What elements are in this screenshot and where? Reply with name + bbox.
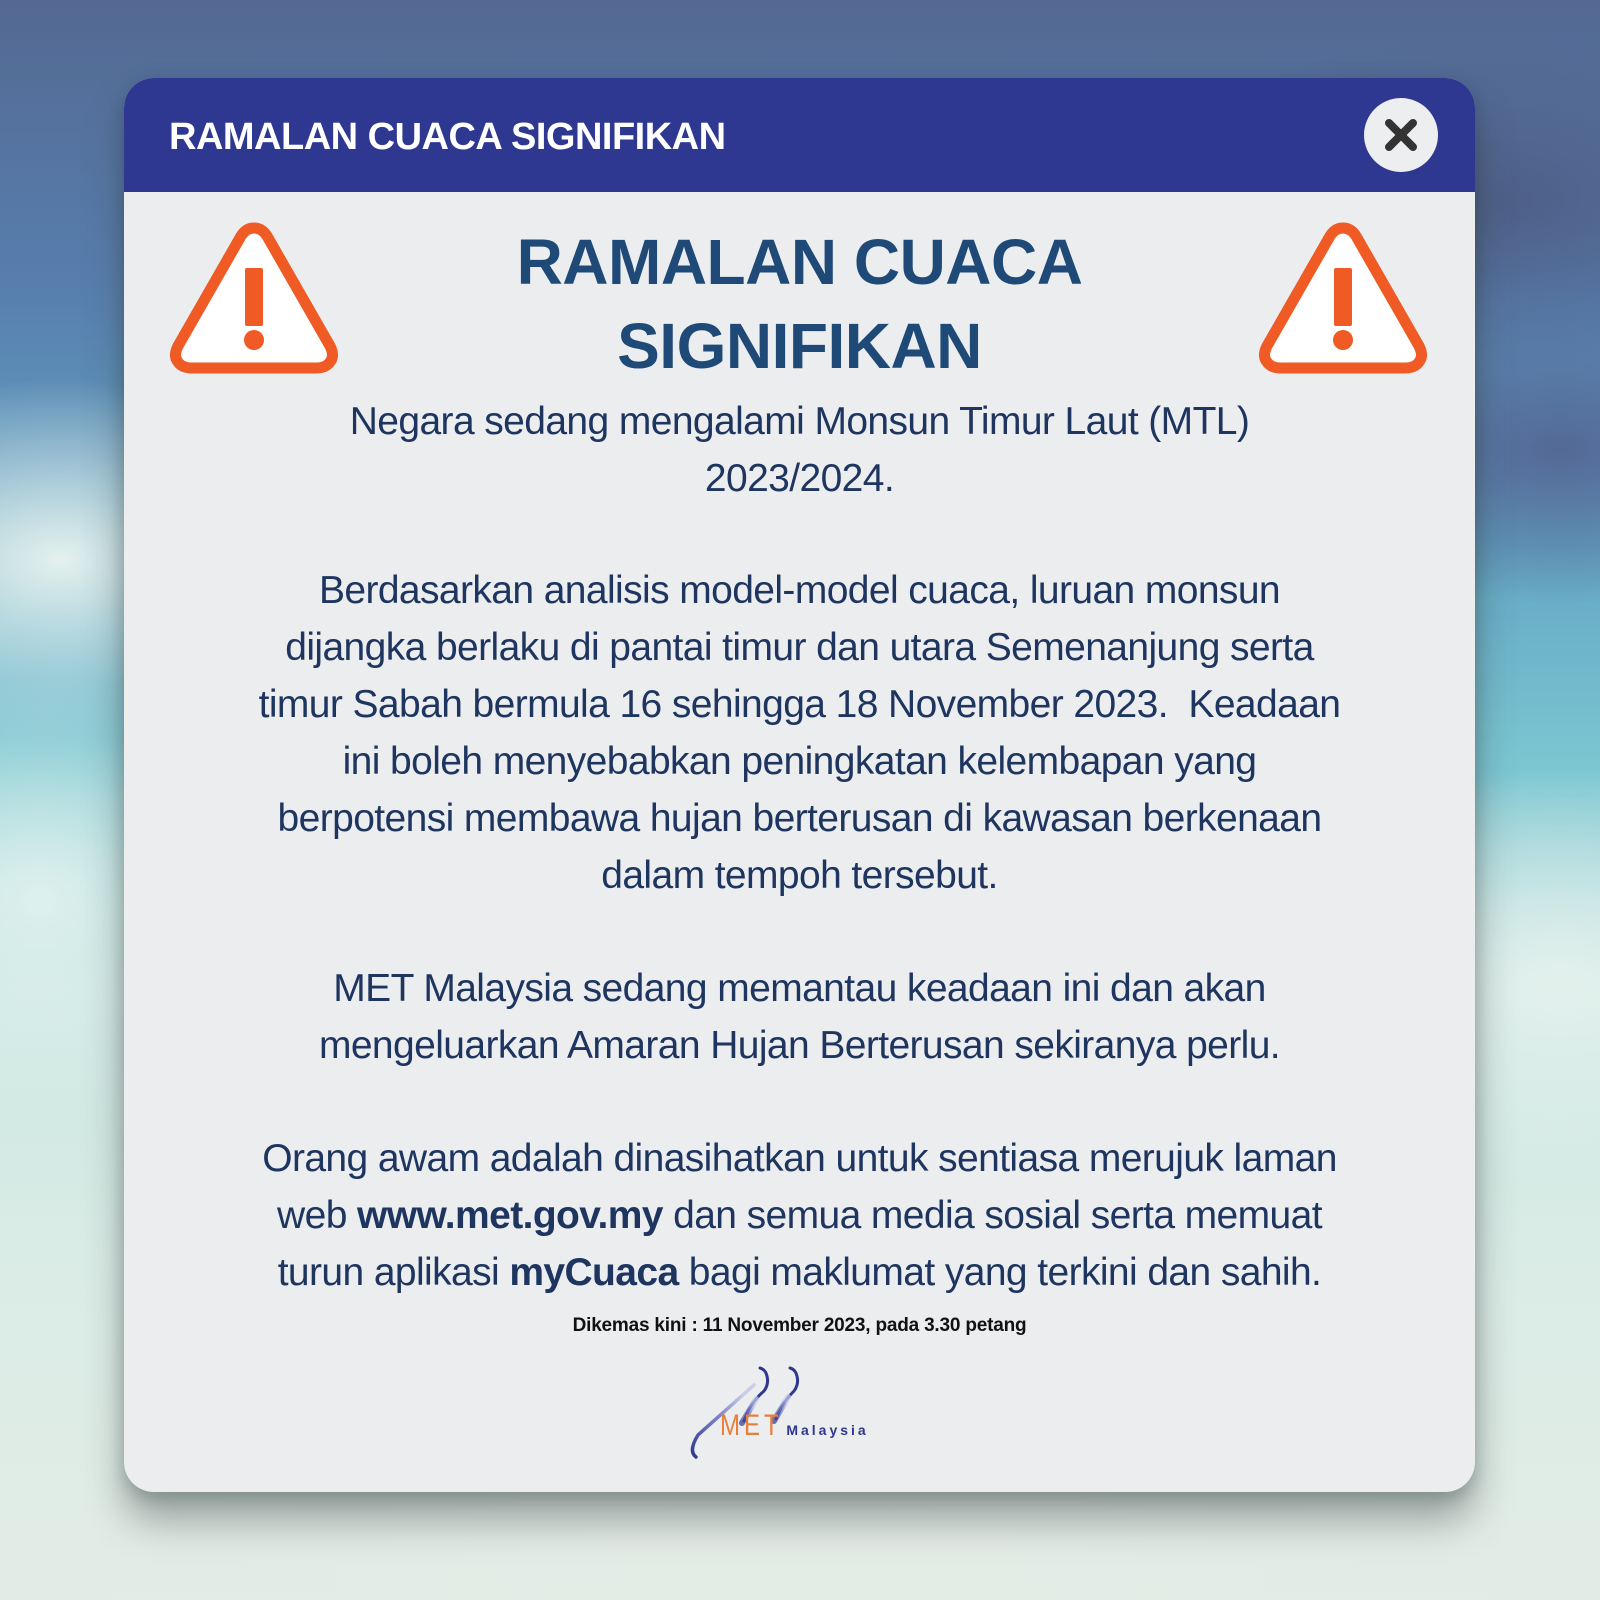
paragraph-monitoring [154,960,1445,1074]
text-line: timur Sabah bermula 16 sehingga 18 November 2023. Keadaan [258,683,1341,726]
text-line: ini boleh menyebabkan peningkatan kelembapan yang [342,740,1257,783]
text-segment: dan semua media sosial serta memuat [662,1194,1322,1237]
paragraph-public-advice [154,1130,1445,1301]
logo-text [720,1409,869,1443]
text-segment: bagi maklumat yang terkini dan sahih. [678,1251,1322,1294]
main-title [124,220,1475,388]
text-line: mengeluarkan Amaran Hujan Berterusan sekiranya perlu. [318,1024,1281,1067]
text-line: dalam tempoh tersebut. [601,854,998,897]
last-updated-timestamp: Dikemas kini : 11 November 2023, pada 3.30 petang [572,1315,1027,1336]
met-malaysia-logo [684,1363,894,1463]
paragraph-monsoon-status [154,393,1445,507]
app-name: myCuaca [509,1251,679,1294]
modal-header [124,78,1475,192]
main-title-line1: RAMALAN CUACA [516,226,1083,298]
text-line: 2023/2024. [704,457,895,500]
close-button[interactable] [1364,98,1438,172]
text-line [154,1244,1445,1301]
website-link[interactable]: www.met.gov.my [357,1194,663,1237]
logo-country: Malaysia [786,1422,869,1438]
text-line: dijangka berlaku di pantai timur dan utara Semenanjung serta [285,626,1314,669]
weather-alert-modal [124,78,1475,1492]
header-title: RAMALAN CUACA SIGNIFIKAN [169,116,726,158]
text-line: Berdasarkan analisis model-model cuaca, luruan monsun [318,569,1281,612]
text-segment: turun aplikasi [277,1251,510,1294]
text-line: berpotensi membawa hujan berterusan di kawasan berkenaan [277,797,1322,840]
text-line: Orang awam adalah dinasihatkan untuk sentiasa merujuk laman [262,1137,1337,1180]
text-line [154,1187,1445,1244]
main-title-line2: SIGNIFIKAN [617,310,982,382]
text-segment: web [277,1194,358,1237]
paragraph-forecast-details [154,562,1445,904]
close-icon [1383,117,1419,153]
text-line: MET Malaysia sedang memantau keadaan ini dan akan [333,967,1266,1010]
logo-met: MET [720,1409,783,1442]
text-line: Negara sedang mengalami Monsun Timur Laut (MTL) [349,400,1250,443]
